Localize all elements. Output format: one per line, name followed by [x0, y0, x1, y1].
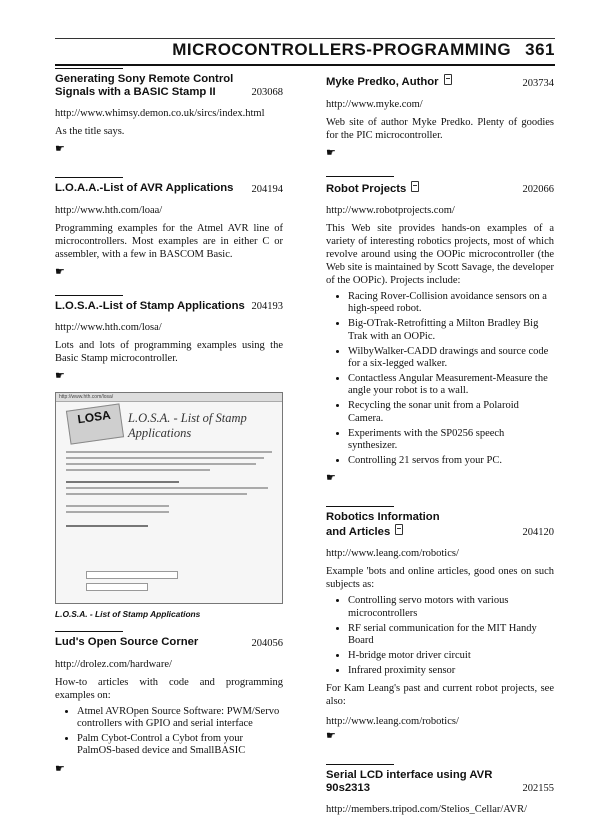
list-item: • H-bridge motor driver circuit: [348, 650, 554, 662]
right-column: [326, 68, 554, 816]
list-item: • RF serial communication for the MIT Handy Board: [348, 623, 554, 648]
header-top-rule: [55, 38, 555, 39]
entry-code: 204193: [251, 301, 283, 312]
screenshot-logo: LOSA: [66, 403, 124, 444]
entry-rule: [55, 295, 123, 296]
entry-title: L.O.S.A.-List of Stamp Applications: [55, 299, 245, 312]
header-bottom-rule: [55, 64, 555, 66]
entry-rule: [326, 764, 394, 765]
list-item: • Palm Cybot-Control a Cybot from your PalmOS-based device and SmallBASIC: [77, 733, 283, 758]
entry-description: Web site of author Myke Predko. Plenty of goodies for the PIC microcontroller.: [326, 116, 554, 141]
entry-serial-lcd: [326, 764, 554, 816]
entry-code: 202066: [522, 184, 554, 195]
entry-title-wrap: [326, 74, 452, 89]
entry-code: 203734: [522, 77, 554, 89]
list-item: • WilbyWalker-CADD drawings and source code for a six-legged walker.: [348, 346, 554, 371]
entry-description: Lots and lots of programming examples using the Basic Stamp microcontroller.: [55, 340, 283, 364]
entry-description: Programming examples for the Atmel AVR line of microcontrollers. Most examples are in either C or assembler, with a few in BASCOM Basic.: [55, 222, 283, 260]
bullet-list: [326, 291, 554, 467]
figure-caption: L.O.S.A. - List of Stamp Applications: [55, 609, 201, 619]
entry-title: Generating Sony Remote Control Signals with a BASIC Stamp II: [55, 73, 234, 98]
list-item: • Experiments with the SP0256 speech synthesizer.: [348, 428, 554, 453]
list-item: • Controlling 21 servos from your PC.: [348, 455, 554, 467]
entry-url[interactable]: http://www.leang.com/robotics/: [326, 548, 459, 560]
entry-code: 202155: [522, 783, 554, 795]
entry-rule: [55, 177, 123, 178]
entry-lud-open-source: [55, 631, 283, 775]
list-item: • Contactless Angular Measurement-Measure the angle your robot is to a wall.: [348, 373, 554, 398]
entry-url-more[interactable]: http://www.leang.com/robotics/: [326, 716, 459, 728]
screenshot-text-lines: [66, 451, 272, 531]
entry-title: Robot Projects: [326, 182, 407, 195]
recommended-badge-icon: [411, 181, 419, 192]
screenshot-input: [86, 583, 148, 591]
entry-loaa: [55, 177, 283, 278]
entry-description: Example 'bots and online articles, good ones on such subjects as:: [326, 566, 554, 591]
entry-robotics-information: [326, 506, 554, 742]
screenshot-input: [86, 571, 178, 579]
entry-sony-remote: [55, 68, 283, 155]
entry-code: 204056: [251, 637, 283, 649]
entry-title-wrap: [326, 511, 456, 538]
recommended-badge-icon: [444, 74, 452, 85]
list-item: • Recycling the sonar unit from a Polaroid Camera.: [348, 400, 554, 425]
entry-code: 203068: [251, 87, 283, 98]
list-item: • Controlling servo motors with various microcontrollers: [348, 595, 554, 620]
entry-description: As the title says.: [55, 126, 125, 137]
hand-pointer-icon: ☛: [326, 146, 336, 159]
entry-url[interactable]: http://www.myke.com/: [326, 98, 423, 110]
list-item: • Infrared proximity sensor: [348, 665, 554, 677]
hand-pointer-icon: ☛: [55, 143, 65, 155]
bullet-list: [326, 595, 554, 677]
hand-pointer-icon: ☛: [55, 265, 65, 278]
entry-title: L.O.A.A.-List of AVR Applications: [55, 182, 234, 194]
section-title: MICROCONTROLLERS-PROGRAMMING: [172, 40, 512, 59]
entry-description-more: For Kam Leang's past and current robot projects, see also:: [326, 683, 554, 708]
hand-pointer-icon: ☛: [55, 762, 65, 775]
losa-screenshot: [55, 392, 283, 604]
entry-description: This Web site provides hands-on examples of a variety of interesting robotics projects, most of which revolve around using the OOPic microcontroller (the Web site is maintained by Scott Savage, the developer of the OOPic). Projects include:: [326, 223, 554, 286]
screenshot-address-bar: http://www.hth.com/losa/: [56, 393, 282, 402]
entry-url[interactable]: http://www.hth.com/losa/: [55, 322, 162, 333]
entry-rule: [55, 68, 123, 69]
entry-title: Serial LCD interface using AVR 90s2313: [326, 769, 493, 794]
entry-title-wrap: [326, 181, 419, 196]
entry-rule: [326, 176, 394, 177]
bullet-list: [55, 706, 283, 758]
list-item: • Atmel AVROpen Source Software: PWM/Servo controllers with GPIO and serial interface: [77, 706, 283, 731]
entry-code: 204194: [251, 183, 283, 195]
recommended-badge-icon: [395, 524, 403, 535]
list-item: • Big-OTrak-Retrofitting a Milton Bradley Big Trak with an OOPic.: [348, 318, 554, 343]
hand-pointer-icon: ☛: [326, 730, 336, 743]
entry-myke-predko: [326, 74, 554, 159]
entry-description: How-to articles with code and programming examples on:: [55, 676, 283, 701]
entry-url[interactable]: http://drolez.com/hardware/: [55, 658, 172, 670]
entry-title: Myke Predko, Author: [326, 76, 439, 88]
entry-losa: [55, 295, 283, 620]
entry-url[interactable]: http://www.robotprojects.com/: [326, 205, 455, 216]
left-column: [55, 68, 283, 775]
running-head: [172, 40, 555, 64]
hand-pointer-icon: ☛: [55, 370, 65, 382]
screenshot-heading: L.O.S.A. - List of Stamp Applications: [128, 411, 247, 440]
entry-rule: [55, 631, 123, 632]
entry-code: 204120: [522, 527, 554, 539]
hand-pointer-icon: ☛: [326, 472, 336, 485]
entry-url[interactable]: http://www.whimsy.demon.co.uk/sircs/index.html: [55, 108, 265, 119]
page-number: 361: [525, 40, 555, 59]
entry-url[interactable]: http://www.hth.com/loaa/: [55, 204, 163, 216]
entry-rule: [326, 506, 394, 507]
entry-title: Lud's Open Source Corner: [55, 636, 199, 648]
entry-title: Robotics Information and Articles: [326, 511, 440, 538]
list-item: • Racing Rover-Collision avoidance sensors on a high-speed robot.: [348, 291, 554, 316]
entry-robot-projects: [326, 176, 554, 485]
entry-url[interactable]: http://members.tripod.com/Stelios_Cellar/AVR/: [326, 804, 528, 816]
